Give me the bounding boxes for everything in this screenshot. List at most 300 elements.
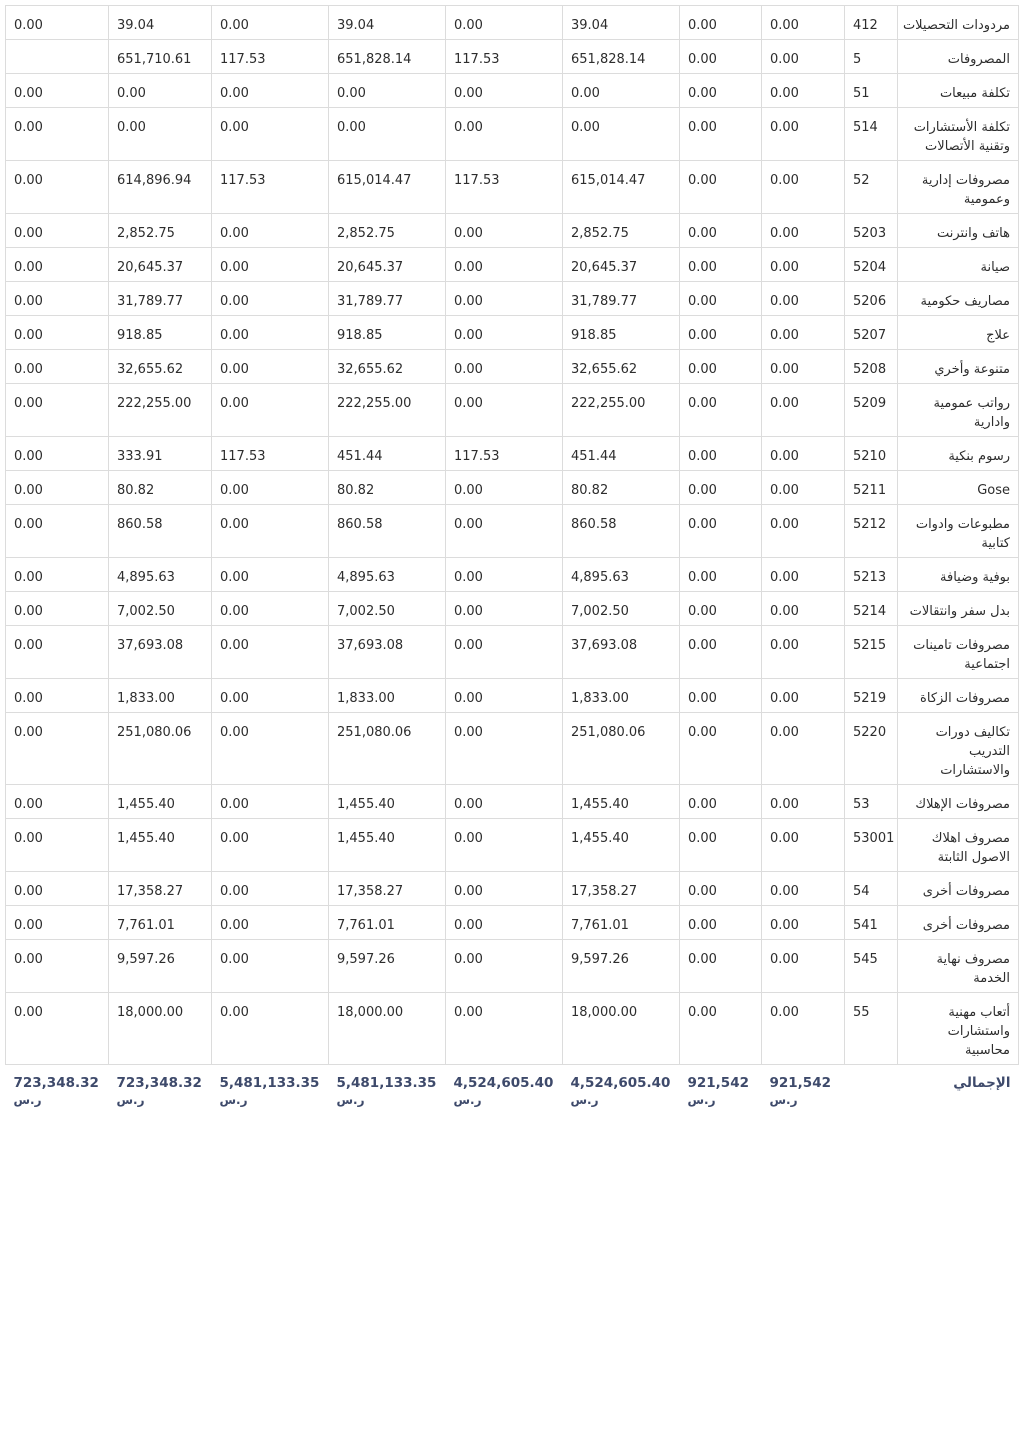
amount-cell: 117.53 [212, 40, 329, 74]
amount-cell: 0.00 [680, 713, 762, 785]
account-code-cell: 5203 [845, 214, 898, 248]
amount-cell: 1,455.40 [563, 785, 680, 819]
table-row [6, 350, 1019, 384]
total-row [6, 1065, 1019, 1108]
amount-cell: 0.00 [762, 282, 845, 316]
table-row [6, 713, 1019, 785]
table-row [6, 819, 1019, 872]
amount-cell: 32,655.62 [563, 350, 680, 384]
total-amount-value: 921,542 [769, 1075, 831, 1091]
amount-cell: 0.00 [6, 214, 109, 248]
table-row [6, 214, 1019, 248]
amount-cell: 7,761.01 [329, 906, 446, 940]
account-code-cell: 54 [845, 872, 898, 906]
amount-cell: 0.00 [680, 679, 762, 713]
amount-cell: 333.91 [109, 437, 212, 471]
amount-cell: 0.00 [212, 679, 329, 713]
amount-cell: 0.00 [680, 592, 762, 626]
amount-cell: 17,358.27 [109, 872, 212, 906]
amount-cell: 0.00 [6, 437, 109, 471]
amount-cell: 0.00 [6, 592, 109, 626]
table-row [6, 993, 1019, 1065]
account-name-cell: صيانة [898, 248, 1019, 282]
amount-cell: 0.00 [446, 505, 563, 558]
account-name-cell: مصروفات تامينات اجتماعية [898, 626, 1019, 679]
amount-cell: 20,645.37 [329, 248, 446, 282]
amount-cell: 0.00 [446, 384, 563, 437]
amount-cell: 117.53 [212, 161, 329, 214]
account-name-cell: مردودات التحصيلات [898, 6, 1019, 40]
account-code-cell: 5214 [845, 592, 898, 626]
table-row [6, 6, 1019, 40]
account-code-cell: 541 [845, 906, 898, 940]
account-code-cell: 5209 [845, 384, 898, 437]
amount-cell: 0.00 [762, 940, 845, 993]
amount-cell: 0.00 [446, 993, 563, 1065]
amount-cell: 0.00 [680, 6, 762, 40]
amount-cell: 18,000.00 [329, 993, 446, 1065]
amount-cell: 31,789.77 [329, 282, 446, 316]
table-row [6, 40, 1019, 74]
amount-cell: 0.00 [762, 906, 845, 940]
table-row [6, 906, 1019, 940]
total-amount-cell [762, 1065, 845, 1108]
amount-cell: 222,255.00 [109, 384, 212, 437]
amount-cell: 0.00 [762, 214, 845, 248]
amount-cell: 0.00 [6, 679, 109, 713]
account-code-cell: 412 [845, 6, 898, 40]
amount-cell: 0.00 [762, 872, 845, 906]
amount-cell: 0.00 [680, 437, 762, 471]
amount-cell: 0.00 [6, 819, 109, 872]
total-amount-cell [6, 1065, 109, 1108]
amount-cell: 18,000.00 [109, 993, 212, 1065]
account-code-cell: 55 [845, 993, 898, 1065]
total-amount-value: 4,524,605.40 [453, 1075, 554, 1091]
table-row [6, 384, 1019, 437]
amount-cell: 37,693.08 [109, 626, 212, 679]
amount-cell: 0.00 [762, 993, 845, 1065]
amount-cell: 17,358.27 [329, 872, 446, 906]
amount-cell: 0.00 [212, 592, 329, 626]
amount-cell: 0.00 [446, 471, 563, 505]
amount-cell: 0.00 [680, 471, 762, 505]
amount-cell: 4,895.63 [329, 558, 446, 592]
total-amount-cell [329, 1065, 446, 1108]
table-row [6, 248, 1019, 282]
amount-cell: 2,852.75 [109, 214, 212, 248]
table-row [6, 872, 1019, 906]
amount-cell: 0.00 [446, 248, 563, 282]
account-name-cell: المصروفات [898, 40, 1019, 74]
amount-cell: 0.00 [563, 108, 680, 161]
amount-cell: 0.00 [212, 471, 329, 505]
amount-cell: 0.00 [6, 785, 109, 819]
amount-cell: 80.82 [109, 471, 212, 505]
account-name-cell: هاتف وانترنت [898, 214, 1019, 248]
total-amount-cell [563, 1065, 680, 1108]
amount-cell: 0.00 [109, 74, 212, 108]
table-row [6, 282, 1019, 316]
amount-cell: 0.00 [762, 6, 845, 40]
amount-cell: 37,693.08 [329, 626, 446, 679]
amount-cell: 0.00 [6, 471, 109, 505]
amount-cell: 4,895.63 [563, 558, 680, 592]
amount-cell: 0.00 [212, 872, 329, 906]
amount-cell: 0.00 [446, 282, 563, 316]
amount-cell: 0.00 [212, 350, 329, 384]
amount-cell: 0.00 [6, 558, 109, 592]
table-row [6, 108, 1019, 161]
total-amount-value: 4,524,605.40 [570, 1075, 671, 1091]
amount-cell: 0.00 [680, 626, 762, 679]
amount-cell [6, 40, 109, 74]
amount-cell: 0.00 [762, 350, 845, 384]
amount-cell: 17,358.27 [563, 872, 680, 906]
amount-cell: 0.00 [680, 940, 762, 993]
account-name-cell: مصروف نهاية الخدمة [898, 940, 1019, 993]
table-row [6, 505, 1019, 558]
amount-cell: 918.85 [329, 316, 446, 350]
account-code-cell: 514 [845, 108, 898, 161]
amount-cell: 117.53 [446, 437, 563, 471]
amount-cell: 0.00 [6, 161, 109, 214]
amount-cell: 2,852.75 [563, 214, 680, 248]
table-row [6, 74, 1019, 108]
amount-cell: 9,597.26 [329, 940, 446, 993]
amount-cell: 0.00 [680, 384, 762, 437]
amount-cell: 0.00 [762, 108, 845, 161]
amount-cell: 117.53 [212, 437, 329, 471]
amount-cell: 0.00 [6, 248, 109, 282]
amount-cell: 7,002.50 [109, 592, 212, 626]
amount-cell: 918.85 [563, 316, 680, 350]
amount-cell: 0.00 [680, 248, 762, 282]
amount-cell: 0.00 [212, 626, 329, 679]
amount-cell: 80.82 [563, 471, 680, 505]
amount-cell: 0.00 [446, 679, 563, 713]
account-name-cell: رواتب عمومية وادارية [898, 384, 1019, 437]
amount-cell: 31,789.77 [563, 282, 680, 316]
account-code-cell: 5206 [845, 282, 898, 316]
table-row [6, 161, 1019, 214]
total-amount-value: 723,348.32 [13, 1075, 99, 1091]
amount-cell: 918.85 [109, 316, 212, 350]
total-amount-cell [680, 1065, 762, 1108]
amount-cell: 1,455.40 [109, 785, 212, 819]
amount-cell: 0.00 [212, 819, 329, 872]
amount-cell: 222,255.00 [563, 384, 680, 437]
amount-cell: 7,002.50 [563, 592, 680, 626]
amount-cell: 0.00 [6, 74, 109, 108]
amount-cell: 0.00 [680, 906, 762, 940]
amount-cell: 0.00 [6, 906, 109, 940]
amount-cell: 0.00 [446, 626, 563, 679]
currency-label: ر.س [453, 1093, 482, 1107]
amount-cell: 0.00 [680, 872, 762, 906]
amount-cell: 1,455.40 [563, 819, 680, 872]
amount-cell: 0.00 [212, 248, 329, 282]
amount-cell: 0.00 [212, 214, 329, 248]
table-row [6, 471, 1019, 505]
amount-cell: 0.00 [680, 214, 762, 248]
amount-cell: 0.00 [212, 108, 329, 161]
account-name-cell: مصروفات أخرى [898, 906, 1019, 940]
total-amount-value: 723,348.32 [116, 1075, 202, 1091]
amount-cell: 451.44 [329, 437, 446, 471]
amount-cell: 0.00 [446, 214, 563, 248]
total-code-cell [845, 1065, 898, 1108]
account-code-cell: 5207 [845, 316, 898, 350]
amount-cell: 80.82 [329, 471, 446, 505]
amount-cell: 651,828.14 [563, 40, 680, 74]
amount-cell: 39.04 [563, 6, 680, 40]
amount-cell: 0.00 [762, 40, 845, 74]
amount-cell: 0.00 [446, 872, 563, 906]
amount-cell: 0.00 [762, 626, 845, 679]
amount-cell: 0.00 [212, 74, 329, 108]
account-name-cell: مصاريف حكومية [898, 282, 1019, 316]
total-amount-cell [212, 1065, 329, 1108]
amount-cell: 7,761.01 [563, 906, 680, 940]
account-code-cell: 5211 [845, 471, 898, 505]
amount-cell: 0.00 [680, 108, 762, 161]
amount-cell: 0.00 [762, 161, 845, 214]
currency-label: ر.س [219, 1093, 248, 1107]
account-name-cell: تكلفة مبيعات [898, 74, 1019, 108]
amount-cell: 0.00 [212, 6, 329, 40]
amount-cell: 0.00 [680, 40, 762, 74]
account-code-cell: 5 [845, 40, 898, 74]
amount-cell: 0.00 [212, 906, 329, 940]
currency-label: ر.س [570, 1093, 599, 1107]
amount-cell: 0.00 [6, 505, 109, 558]
amount-cell: 0.00 [762, 384, 845, 437]
amount-cell: 0.00 [446, 785, 563, 819]
amount-cell: 0.00 [446, 350, 563, 384]
account-code-cell: 52 [845, 161, 898, 214]
account-name-cell: Gose [898, 471, 1019, 505]
amount-cell: 251,080.06 [563, 713, 680, 785]
amount-cell: 7,002.50 [329, 592, 446, 626]
account-code-cell: 5212 [845, 505, 898, 558]
currency-label: ر.س [769, 1093, 798, 1107]
amount-cell: 0.00 [212, 785, 329, 819]
account-code-cell: 51 [845, 74, 898, 108]
amount-cell: 615,014.47 [563, 161, 680, 214]
amount-cell: 32,655.62 [329, 350, 446, 384]
amount-cell: 1,455.40 [109, 819, 212, 872]
amount-cell: 0.00 [446, 906, 563, 940]
table-row [6, 437, 1019, 471]
amount-cell: 39.04 [329, 6, 446, 40]
account-name-cell: متنوعة وأخري [898, 350, 1019, 384]
amount-cell: 0.00 [446, 74, 563, 108]
account-name-cell: تكلفة الأستشارات وتقنية الأتصالات [898, 108, 1019, 161]
amount-cell: 0.00 [762, 679, 845, 713]
account-name-cell: علاج [898, 316, 1019, 350]
amount-cell: 39.04 [109, 6, 212, 40]
currency-label: ر.س [13, 1093, 42, 1107]
account-name-cell: رسوم بنكية [898, 437, 1019, 471]
account-name-cell: مصروفات أخرى [898, 872, 1019, 906]
amount-cell: 0.00 [762, 785, 845, 819]
amount-cell: 20,645.37 [109, 248, 212, 282]
amount-cell: 0.00 [6, 384, 109, 437]
amount-cell: 1,455.40 [329, 819, 446, 872]
amount-cell: 0.00 [680, 819, 762, 872]
account-name-cell: مصروف اهلاك الاصول الثابتة [898, 819, 1019, 872]
amount-cell: 0.00 [446, 819, 563, 872]
amount-cell: 0.00 [762, 819, 845, 872]
amount-cell: 0.00 [762, 248, 845, 282]
amount-cell: 1,833.00 [109, 679, 212, 713]
amount-cell: 614,896.94 [109, 161, 212, 214]
amount-cell: 0.00 [446, 108, 563, 161]
account-code-cell: 53 [845, 785, 898, 819]
amount-cell: 0.00 [680, 316, 762, 350]
account-code-cell: 5204 [845, 248, 898, 282]
amount-cell: 0.00 [762, 592, 845, 626]
amount-cell: 860.58 [563, 505, 680, 558]
amount-cell: 0.00 [563, 74, 680, 108]
amount-cell: 0.00 [212, 316, 329, 350]
amount-cell: 7,761.01 [109, 906, 212, 940]
amount-cell: 0.00 [446, 940, 563, 993]
amount-cell: 0.00 [446, 592, 563, 626]
amount-cell: 0.00 [6, 6, 109, 40]
amount-cell: 0.00 [762, 713, 845, 785]
amount-cell: 31,789.77 [109, 282, 212, 316]
amount-cell: 251,080.06 [329, 713, 446, 785]
amount-cell: 0.00 [212, 558, 329, 592]
account-code-cell: 5220 [845, 713, 898, 785]
table-row [6, 626, 1019, 679]
account-code-cell: 5213 [845, 558, 898, 592]
amount-cell: 0.00 [6, 872, 109, 906]
account-name-cell: أتعاب مهنية واستشارات محاسبية [898, 993, 1019, 1065]
amount-cell: 0.00 [212, 993, 329, 1065]
amount-cell: 0.00 [6, 350, 109, 384]
account-code-cell: 53001 [845, 819, 898, 872]
amount-cell: 0.00 [680, 161, 762, 214]
account-name-cell: بوفية وضيافة [898, 558, 1019, 592]
amount-cell: 20,645.37 [563, 248, 680, 282]
account-code-cell: 5210 [845, 437, 898, 471]
amount-cell: 860.58 [109, 505, 212, 558]
total-amount-cell [109, 1065, 212, 1108]
amount-cell: 0.00 [762, 316, 845, 350]
table-row [6, 940, 1019, 993]
amount-cell: 0.00 [762, 74, 845, 108]
table-row [6, 558, 1019, 592]
amount-cell: 0.00 [212, 505, 329, 558]
amount-cell: 0.00 [680, 282, 762, 316]
account-code-cell: 5215 [845, 626, 898, 679]
amount-cell: 0.00 [6, 713, 109, 785]
amount-cell: 251,080.06 [109, 713, 212, 785]
account-name-cell: مطبوعات وادوات كتابية [898, 505, 1019, 558]
amount-cell: 0.00 [6, 316, 109, 350]
amount-cell: 32,655.62 [109, 350, 212, 384]
amount-cell: 4,895.63 [109, 558, 212, 592]
amount-cell: 18,000.00 [563, 993, 680, 1065]
amount-cell: 0.00 [762, 437, 845, 471]
account-name-cell: مصروفات الزكاة [898, 679, 1019, 713]
trial-balance-sheet [5, 5, 1018, 1107]
table-body [6, 6, 1019, 1108]
amount-cell: 37,693.08 [563, 626, 680, 679]
account-name-cell: مصروفات الإهلاك [898, 785, 1019, 819]
account-name-cell: بدل سفر وانتقالات [898, 592, 1019, 626]
amount-cell: 0.00 [6, 626, 109, 679]
amount-cell: 9,597.26 [109, 940, 212, 993]
table-row [6, 316, 1019, 350]
amount-cell: 0.00 [680, 785, 762, 819]
amount-cell: 0.00 [212, 282, 329, 316]
table-row [6, 592, 1019, 626]
amount-cell: 117.53 [446, 161, 563, 214]
amount-cell: 222,255.00 [329, 384, 446, 437]
account-code-cell: 5208 [845, 350, 898, 384]
account-name-cell: مصروفات إدارية وعمومية [898, 161, 1019, 214]
account-name-cell: تكاليف دورات التدريب والاستشارات [898, 713, 1019, 785]
amount-cell: 0.00 [6, 940, 109, 993]
total-amount-value: 5,481,133.35 [219, 1075, 320, 1091]
amount-cell: 0.00 [762, 471, 845, 505]
table-row [6, 679, 1019, 713]
amount-cell: 2,852.75 [329, 214, 446, 248]
amount-cell: 1,833.00 [563, 679, 680, 713]
amount-cell: 9,597.26 [563, 940, 680, 993]
amount-cell: 0.00 [762, 558, 845, 592]
amount-cell: 0.00 [762, 505, 845, 558]
amount-cell: 860.58 [329, 505, 446, 558]
amount-cell: 451.44 [563, 437, 680, 471]
currency-label: ر.س [116, 1093, 145, 1107]
amount-cell: 117.53 [446, 40, 563, 74]
amount-cell: 651,710.61 [109, 40, 212, 74]
amount-cell: 0.00 [212, 384, 329, 437]
amount-cell: 1,455.40 [329, 785, 446, 819]
amount-cell: 0.00 [680, 74, 762, 108]
amount-cell: 615,014.47 [329, 161, 446, 214]
amount-cell: 0.00 [329, 108, 446, 161]
amount-cell: 0.00 [446, 316, 563, 350]
amount-cell: 0.00 [680, 558, 762, 592]
amount-cell: 0.00 [680, 505, 762, 558]
amount-cell: 0.00 [109, 108, 212, 161]
amount-cell: 651,828.14 [329, 40, 446, 74]
total-amount-cell [446, 1065, 563, 1108]
amount-cell: 0.00 [680, 350, 762, 384]
amount-cell: 1,833.00 [329, 679, 446, 713]
amount-cell: 0.00 [446, 713, 563, 785]
account-code-cell: 5219 [845, 679, 898, 713]
account-code-cell: 545 [845, 940, 898, 993]
amount-cell: 0.00 [212, 940, 329, 993]
total-amount-value: 921,542 [687, 1075, 749, 1091]
amount-cell: 0.00 [446, 6, 563, 40]
amount-cell: 0.00 [6, 993, 109, 1065]
currency-label: ر.س [687, 1093, 716, 1107]
trial-balance-table [5, 5, 1019, 1107]
total-label: الإجمالي [898, 1065, 1019, 1108]
amount-cell: 0.00 [446, 558, 563, 592]
amount-cell: 0.00 [680, 993, 762, 1065]
amount-cell: 0.00 [329, 74, 446, 108]
amount-cell: 0.00 [6, 282, 109, 316]
